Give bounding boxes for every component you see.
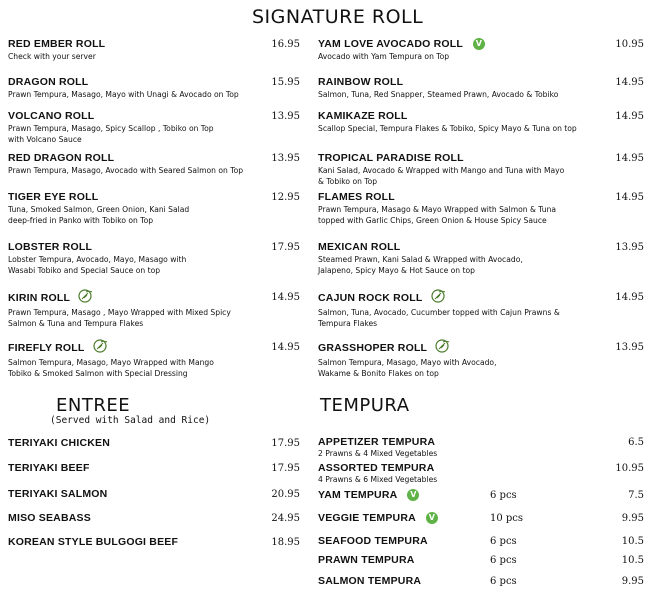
- item-price: 18.95: [271, 537, 300, 548]
- item-price: 13.95: [271, 111, 300, 122]
- item-name: KIRIN ROLL: [8, 291, 71, 304]
- item-name: YAM LOVE AVOCADO ROLL: [318, 38, 463, 50]
- entree-item-teriyaki-chicken: TERIYAKI CHICKEN: [8, 437, 110, 449]
- item-desc: Avocado with Yam Tempura on Top: [318, 52, 450, 61]
- entree-title: ENTREE: [56, 395, 131, 416]
- item-desc: Wakame & Bonito Flakes on top: [318, 369, 439, 378]
- gluten-free-icon: [435, 339, 451, 357]
- item-desc: Check with your server: [8, 52, 96, 61]
- gluten-free-icon: [93, 339, 109, 357]
- item-desc: topped with Garlic Chips, Green Onion & House Spicy Sauce: [318, 216, 547, 225]
- item-desc: Kani Salad, Avocado & Wrapped with Mango and Tuna with Mayo: [318, 166, 565, 175]
- item-name: RAINBOW ROLL: [318, 76, 404, 88]
- item-name: GRASSHOPER ROLL: [318, 341, 428, 354]
- item-price: 14.95: [615, 77, 644, 88]
- item-price: 10.5: [621, 555, 644, 566]
- item-name: TROPICAL PARADISE ROLL: [318, 152, 464, 164]
- item-price: 13.95: [271, 153, 300, 164]
- item-price: 12.95: [271, 192, 300, 203]
- tempura-item-salmon: SALMON TEMPURA: [318, 575, 422, 587]
- item-name: RED DRAGON ROLL: [8, 152, 115, 164]
- item-desc: Prawn Tempura, Masago, Spicy Scallop , Tobiko on Top: [8, 124, 214, 133]
- item-name: DRAGON ROLL: [8, 76, 89, 88]
- signature-title: SIGNATURE ROLL: [252, 6, 424, 28]
- menu-item-rainbow-roll: [318, 76, 618, 100]
- item-name: TIGER EYE ROLL: [8, 191, 99, 203]
- menu-item-cajun-rock-roll: [318, 289, 618, 329]
- entree-item-korean-style-bulgogi-beef: KOREAN STYLE BULGOGI BEEF: [8, 536, 179, 548]
- item-price: 13.95: [615, 242, 644, 253]
- tempura-item-veggie: [318, 512, 618, 525]
- menu-item-flames-roll: [318, 191, 618, 226]
- item-name: VOLCANO ROLL: [8, 110, 95, 122]
- vegetarian-icon: V: [407, 489, 419, 501]
- menu-item-mexican-roll: [318, 241, 618, 276]
- item-name: ASSORTED TEMPURA: [318, 462, 435, 474]
- item-quantity: 10 pcs: [490, 513, 524, 524]
- tempura-item-appetizer: [318, 436, 618, 458]
- item-desc: & Tobiko on Top: [318, 177, 378, 186]
- item-desc: Salmon & Tuna and Tempura Flakes: [8, 319, 144, 328]
- gluten-free-icon: [431, 289, 447, 307]
- menu-item-kamikaze-roll: [318, 110, 618, 134]
- item-price: 10.5: [621, 536, 644, 547]
- item-price: 13.95: [615, 342, 644, 353]
- menu-item-yam-love-avocado-roll: [318, 38, 618, 62]
- item-desc: 2 Prawns & 4 Mixed Vegetables: [318, 449, 438, 458]
- item-desc: Salmon, Tuna, Red Snapper, Steamed Prawn, Avocado & Tobiko: [318, 90, 559, 99]
- item-name: FLAMES ROLL: [318, 191, 395, 203]
- item-price: 14.95: [615, 111, 644, 122]
- item-quantity: 6 pcs: [490, 576, 517, 587]
- item-desc: Salmon, Tuna, Avocado, Cucumber topped with Cajun Prawns &: [318, 308, 560, 317]
- item-price: 17.95: [271, 242, 300, 253]
- item-price: 14.95: [271, 292, 300, 303]
- item-price: 20.95: [271, 489, 300, 500]
- item-price: 14.95: [615, 292, 644, 303]
- item-desc: Tempura Flakes: [318, 319, 378, 328]
- item-desc: Wasabi Tobiko and Special Sauce on top: [8, 266, 161, 275]
- tempura-title: TEMPURA: [320, 395, 410, 416]
- entree-subtitle: (Served with Salad and Rice): [50, 415, 211, 426]
- item-desc: Salmon Tempura, Masago, Mayo with Avocado,: [318, 358, 497, 367]
- entree-item-teriyaki-salmon: TERIYAKI SALMON: [8, 488, 108, 500]
- item-name: MEXICAN ROLL: [318, 241, 401, 253]
- tempura-item-assorted: [318, 462, 618, 484]
- item-desc: Prawn Tempura, Masago, Avocado with Seared Salmon on Top: [8, 166, 244, 175]
- tempura-item-yam: [318, 489, 618, 502]
- entree-item-miso-seabass: MISO SEABASS: [8, 512, 91, 524]
- item-price: 14.95: [271, 342, 300, 353]
- item-desc: Steamed Prawn, Kani Salad & Wrapped with Avocado,: [318, 255, 523, 264]
- item-name: CAJUN ROCK ROLL: [318, 291, 423, 304]
- menu-item-grasshoper-roll: [318, 339, 618, 379]
- item-price: 6.5: [628, 437, 644, 448]
- item-name: FIREFLY ROLL: [8, 341, 85, 354]
- item-price: 14.95: [615, 153, 644, 164]
- item-price: 9.95: [621, 513, 644, 524]
- item-name: VEGGIE TEMPURA: [318, 512, 416, 524]
- item-price: 9.95: [621, 576, 644, 587]
- item-name: APPETIZER TEMPURA: [318, 436, 436, 448]
- item-name: YAM TEMPURA: [318, 489, 398, 501]
- item-name: RED EMBER ROLL: [8, 38, 106, 50]
- item-price: 16.95: [271, 39, 300, 50]
- gluten-free-icon: [78, 289, 94, 307]
- item-name: KAMIKAZE ROLL: [318, 110, 408, 122]
- item-price: 7.5: [628, 490, 644, 501]
- tempura-item-seafood: SEAFOOD TEMPURA: [318, 535, 428, 547]
- item-desc: Prawn Tempura, Masago , Mayo Wrapped with Mixed Spicy: [8, 308, 231, 317]
- item-desc: 4 Prawns & 6 Mixed Vegetables: [318, 475, 438, 484]
- item-desc: Tobiko & Smoked Salmon with Special Dressing: [8, 369, 188, 378]
- item-desc: Prawn Tempura, Masago, Mayo with Unagi & Avocado on Top: [8, 90, 239, 99]
- item-desc: Tuna, Smoked Salmon, Green Onion, Kani Salad: [8, 205, 190, 214]
- item-name: LOBSTER ROLL: [8, 241, 93, 253]
- item-price: 24.95: [271, 513, 300, 524]
- item-price: 15.95: [271, 77, 300, 88]
- item-desc: Lobster Tempura, Avocado, Mayo, Masago with: [8, 255, 187, 264]
- item-desc: with Volcano Sauce: [8, 135, 82, 144]
- vegetarian-icon: V: [473, 38, 485, 50]
- item-price: 17.95: [271, 438, 300, 449]
- item-desc: Jalapeno, Spicy Mayo & Hot Sauce on top: [318, 266, 475, 275]
- item-price: 14.95: [615, 192, 644, 203]
- item-quantity: 6 pcs: [490, 536, 517, 547]
- item-price: 10.95: [615, 463, 644, 474]
- item-quantity: 6 pcs: [490, 555, 517, 566]
- item-desc: Prawn Tempura, Masago & Mayo Wrapped with Salmon & Tuna: [318, 205, 557, 214]
- entree-item-teriyaki-beef: TERIYAKI BEEF: [8, 462, 90, 474]
- tempura-item-prawn: PRAWN TEMPURA: [318, 554, 415, 566]
- item-desc: deep-fried in Panko with Tobiko on Top: [8, 216, 154, 225]
- item-desc: Salmon Tempura, Masago, Mayo Wrapped with Mango: [8, 358, 214, 367]
- item-price: 17.95: [271, 463, 300, 474]
- item-price: 10.95: [615, 39, 644, 50]
- vegetarian-icon: V: [426, 512, 438, 524]
- item-quantity: 6 pcs: [490, 490, 517, 501]
- menu-item-tropical-paradise-roll: [318, 152, 618, 187]
- item-desc: Scallop Special, Tempura Flakes & Tobiko, Spicy Mayo & Tuna on top: [318, 124, 577, 133]
